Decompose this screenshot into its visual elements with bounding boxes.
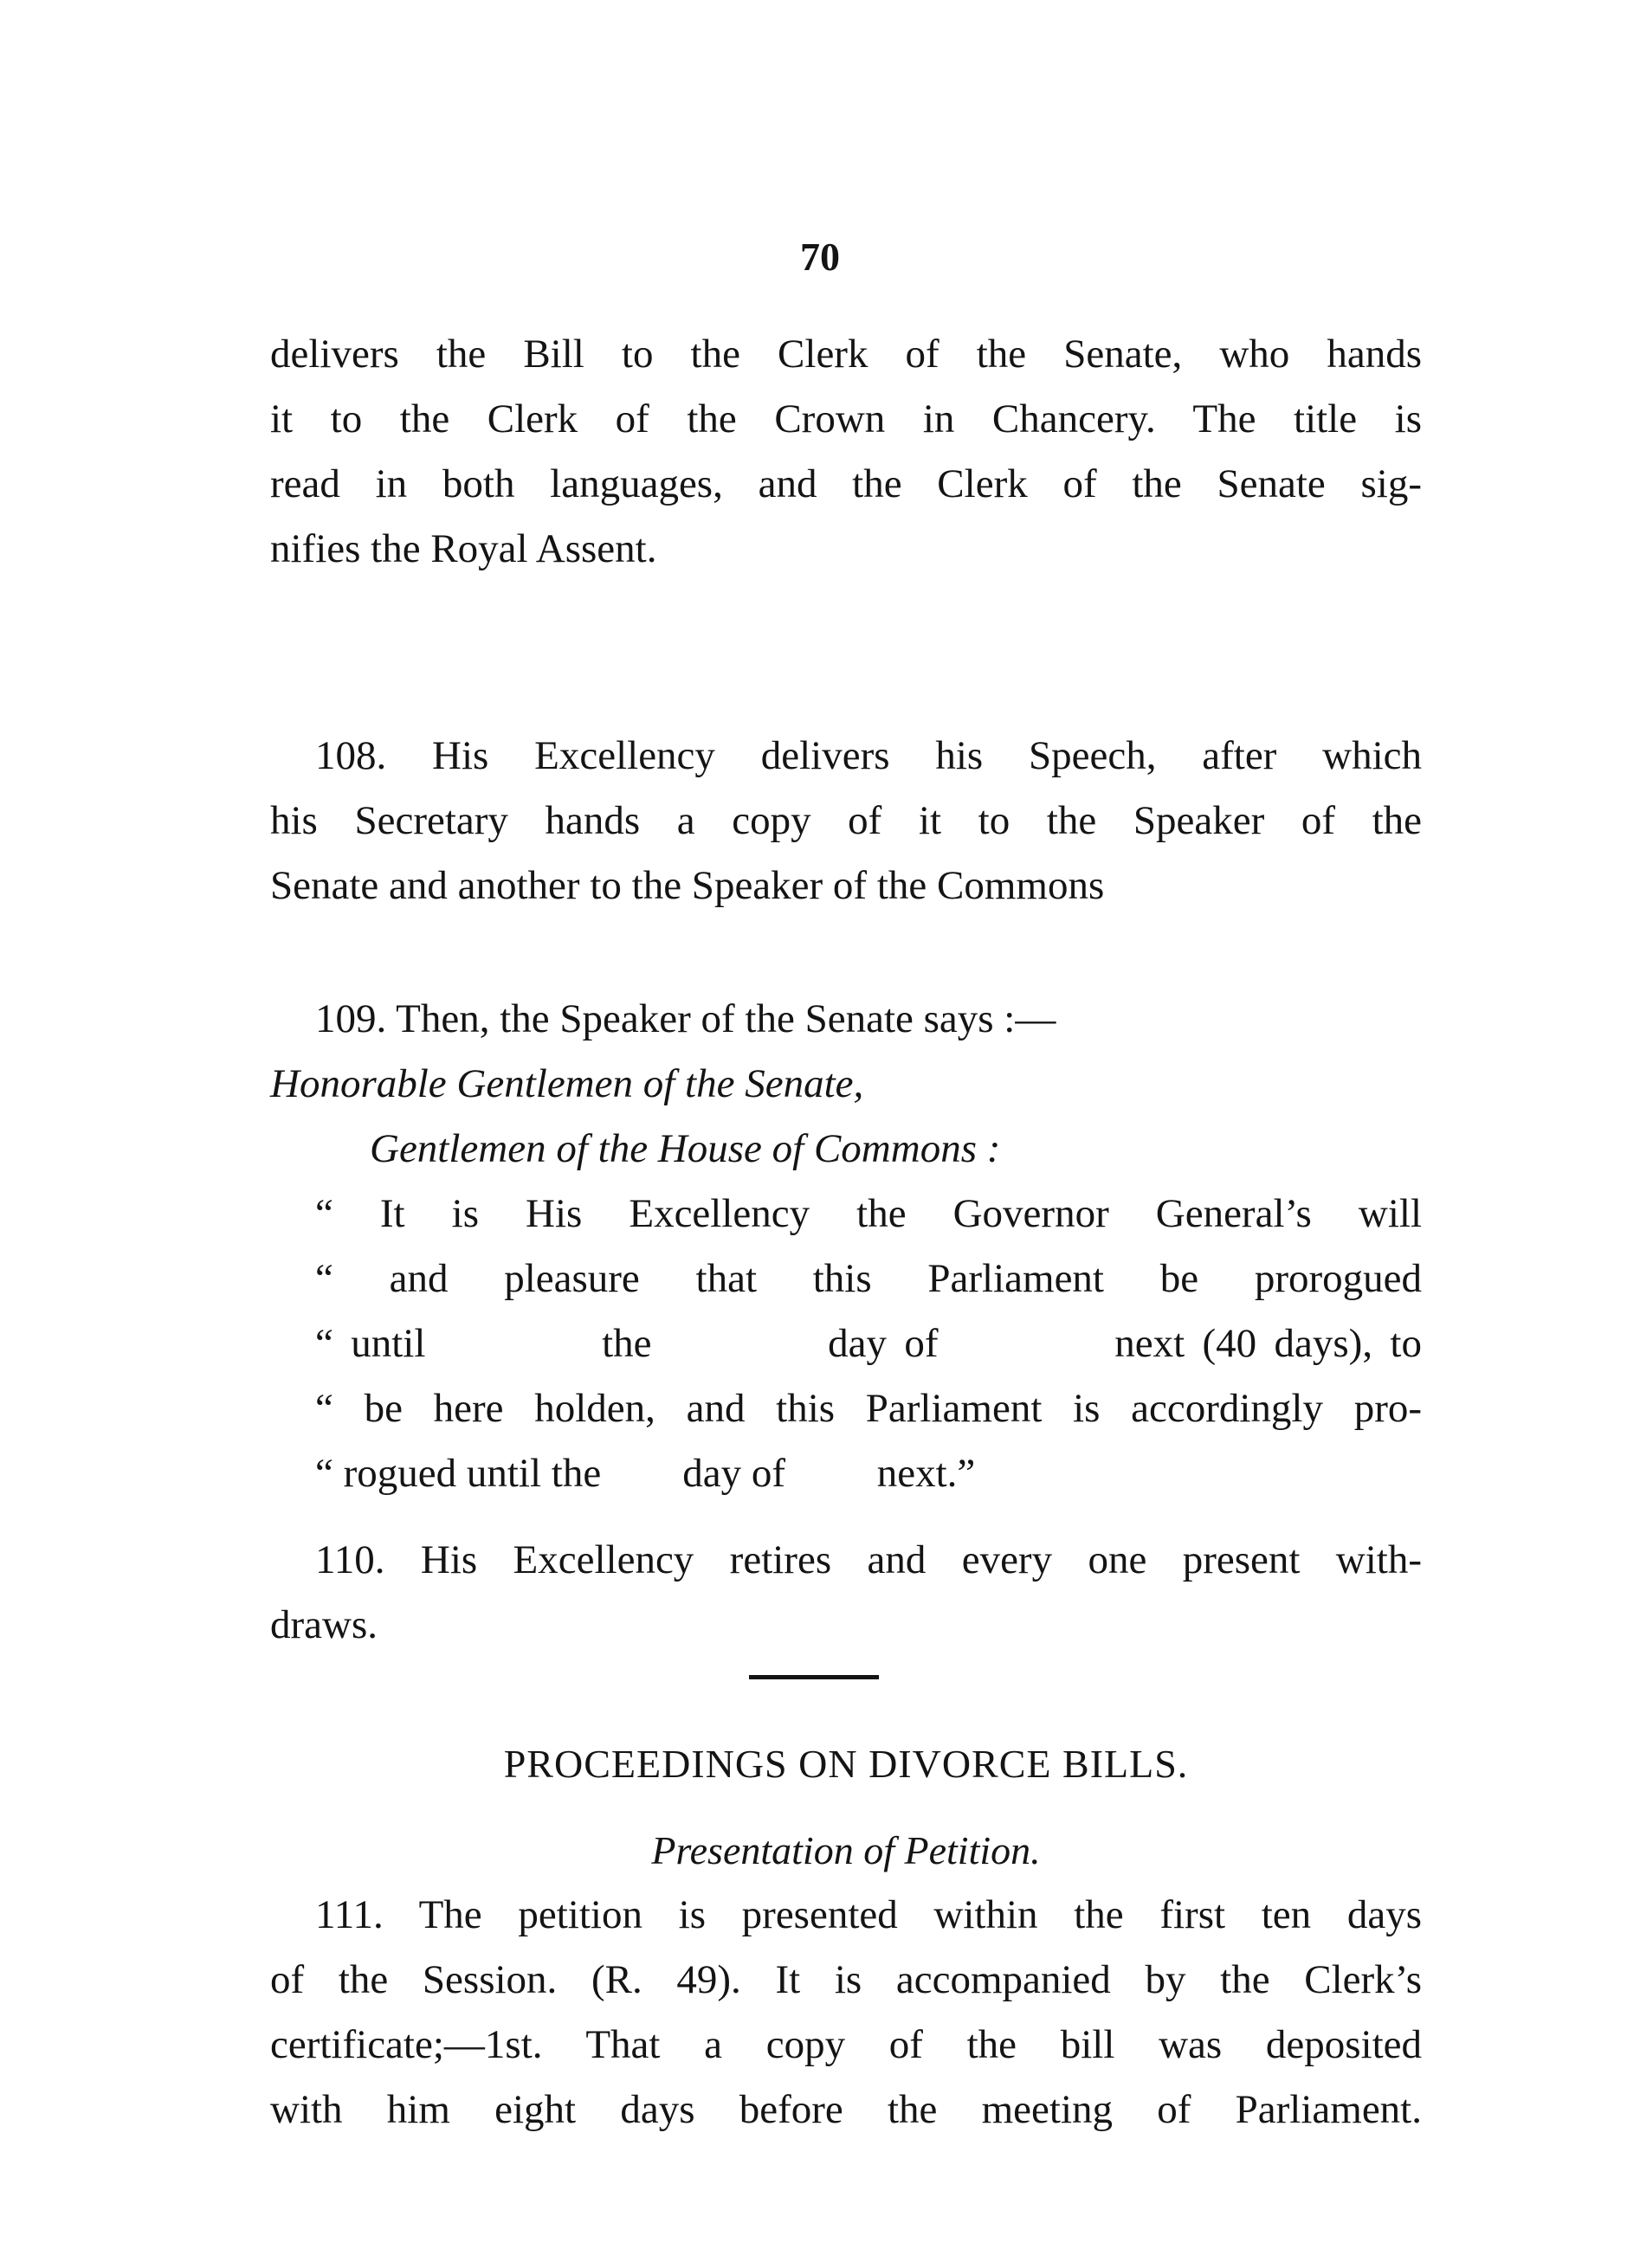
- text-line: of the Session. (R. 49). It is accompanied by the Clerk’s: [270, 1957, 1422, 2002]
- text-line: delivers the Bill to the Clerk of the Senate, who hands: [270, 332, 1422, 377]
- paragraph-111: [270, 1883, 1422, 2142]
- section-divider: [749, 1675, 879, 1679]
- quote-line: “ and pleasure that this Parliament be prorogued: [315, 1256, 1422, 1301]
- section-heading: [270, 1731, 1422, 1796]
- paragraph-108: [270, 724, 1422, 918]
- text-line: 109. Then, the Speaker of the Senate says :—: [315, 996, 1056, 1041]
- quote-line: “ until the day of next (40 days), to: [315, 1321, 1422, 1366]
- subsection-heading-text: Presentation of Petition.: [651, 1828, 1041, 1872]
- paragraph-continued: [270, 322, 1422, 582]
- text-line: it to the Clerk of the Crown in Chancery. The title is: [270, 396, 1422, 441]
- quote-line: “ It is His Excellency the Governor General’s will: [315, 1191, 1422, 1236]
- subsection-heading: [270, 1818, 1422, 1883]
- paragraph-110: [270, 1528, 1422, 1658]
- text-line: his Secretary hands a copy of it to the Speaker of the: [270, 798, 1422, 843]
- quote-line: “ rogued until the day of next.”: [315, 1451, 976, 1496]
- quote-line: “ be here holden, and this Parliament is accordingly pro-: [315, 1386, 1422, 1431]
- address-commons: Gentlemen of the House of Commons :: [370, 1126, 1001, 1171]
- text-line: Senate and another to the Speaker of the Commons: [270, 863, 1105, 908]
- text-line: 110. His Excellency retires and every one present with-: [315, 1537, 1422, 1582]
- text-line: draws.: [270, 1602, 378, 1647]
- text-line: 111. The petition is presented within the first ten days: [315, 1892, 1422, 1937]
- text-line: nifies the Royal Assent.: [270, 526, 657, 571]
- paragraph-109: [270, 987, 1422, 1506]
- page-number: 70: [800, 235, 840, 279]
- text-line: read in both languages, and the Clerk of the Senate sig-: [270, 461, 1422, 506]
- text-line: certificate;—1st. That a copy of the bill was deposited: [270, 2022, 1422, 2067]
- text-line: 108. His Excellency delivers his Speech, after which: [315, 733, 1422, 778]
- section-heading-text: PROCEEDINGS ON DIVORCE BILLS.: [503, 1742, 1189, 1786]
- address-senate: Honorable Gentlemen of the Senate,: [270, 1061, 864, 1106]
- text-line: with him eight days before the meeting of Parliament.: [270, 2087, 1422, 2132]
